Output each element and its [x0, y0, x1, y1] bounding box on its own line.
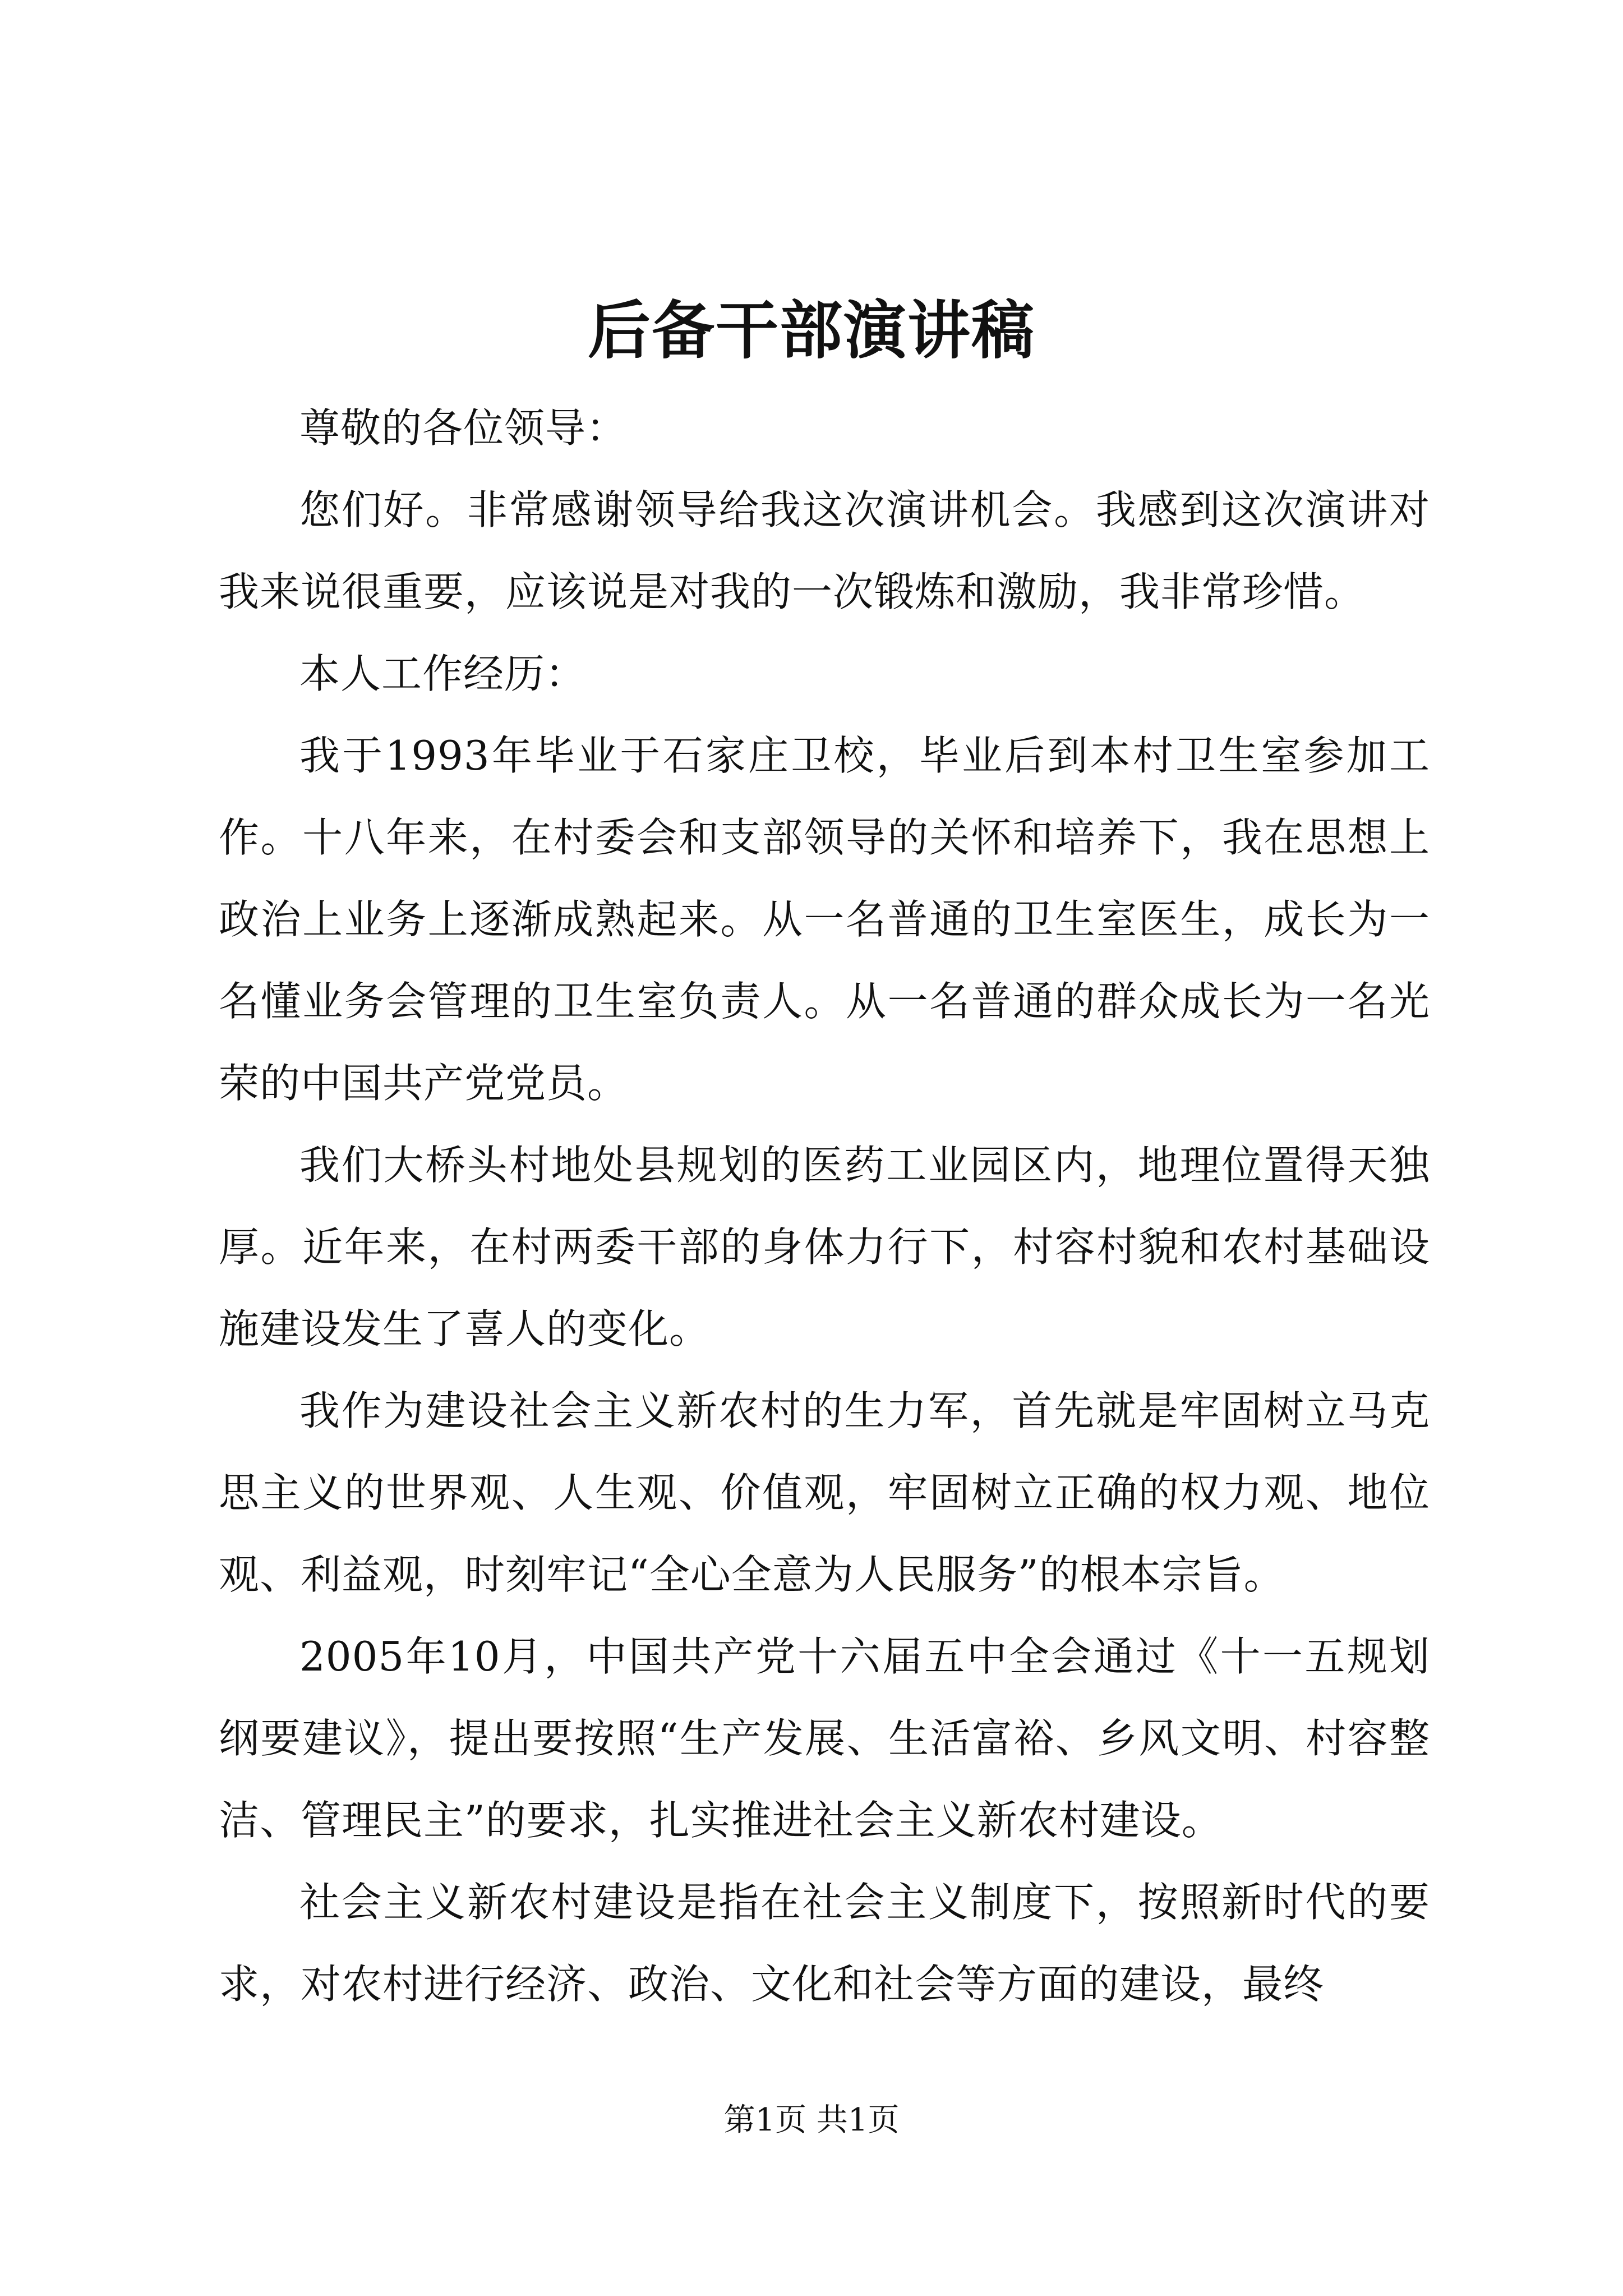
paragraph-new-countryside: 社会主义新农村建设是指在社会主义制度下，按照新时代的要求，对农村进行经济、政治、文化和社会等方面的建设，最终	[219, 1879, 1430, 2008]
paragraph-commitment: 我作为建设社会主义新农村的生力军，首先就是牢固树立马克思主义的世界观、人生观、价值观，牢固树立正确的权力观、地位观、利益观，时刻牢记“全心全意为人民服务”的根本宗旨。	[219, 1387, 1430, 1598]
paragraph-policy: 2005年10月，中国共产党十六届五中全会通过《十一五规划纲要建议》，提出要按照“生产发展、生活富裕、乡风文明、村容整洁、管理民主”的要求，扎实推进社会主义新农村建设。	[219, 1633, 1430, 1844]
paragraph-experience: 我于1993年毕业于石家庄卫校，毕业后到本村卫生室参加工作。十八年来，在村委会和支部领导的关怀和培养下，我在思想上政治上业务上逐渐成熟起来。从一名普通的卫生室医生，成长为一名懂业务会管理的卫生室负责人。从一名普通的群众成长为一名光荣的中国共产党党员。	[219, 732, 1430, 1107]
page-footer: 第1页 共1页	[723, 2102, 900, 2138]
paragraph-experience-heading: 本人工作经历：	[299, 650, 587, 697]
paragraph-salutation: 尊敬的各位领导：	[299, 404, 628, 452]
paragraph-village: 我们大桥头村地处县规划的医药工业园区内，地理位置得天独厚。近年来，在村两委干部的身体力行下，村容村貌和农村基础设施建设发生了喜人的变化。	[219, 1142, 1430, 1352]
document-body	[219, 387, 1430, 2025]
paragraph-greeting: 您们好。非常感谢领导给我这次演讲机会。我感到这次演讲对我来说很重要，应该说是对我的一次锻炼和激励，我非常珍惜。	[219, 486, 1430, 615]
document-title: 后备干部演讲稿	[588, 294, 1035, 367]
